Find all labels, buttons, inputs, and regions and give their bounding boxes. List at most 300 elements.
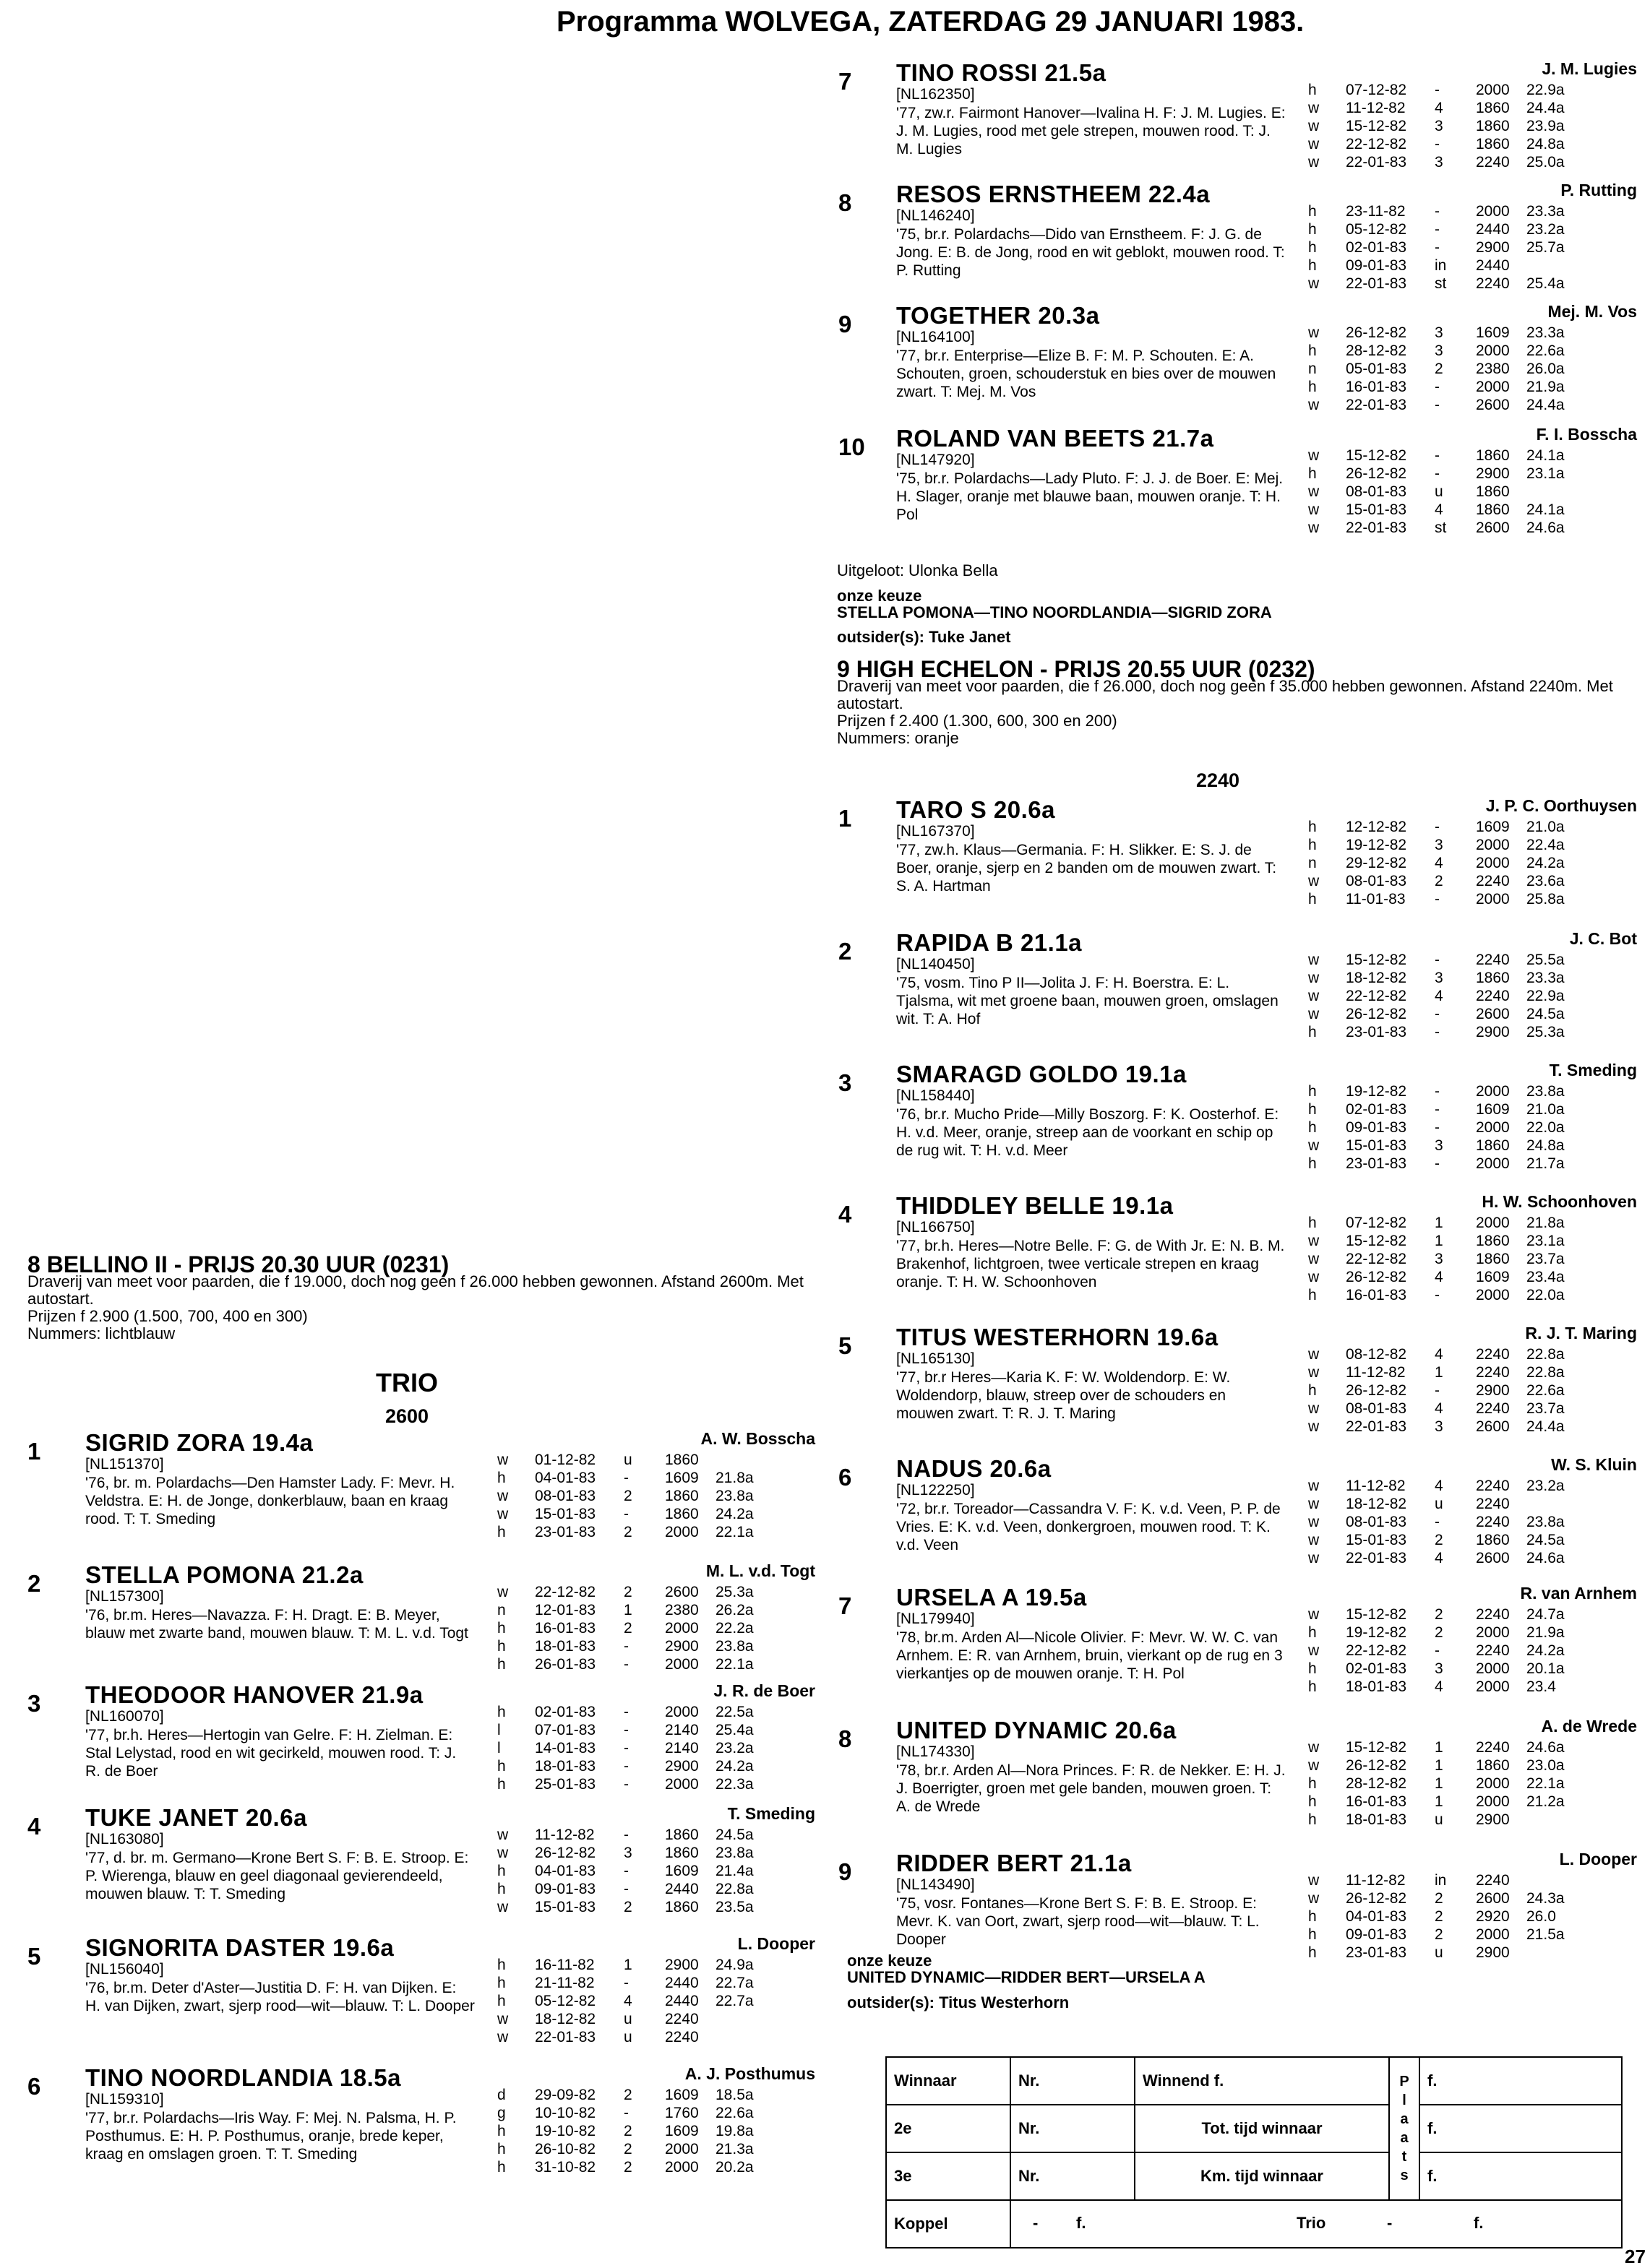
run-track: w <box>1308 1739 1320 1756</box>
run-time: 22.6a <box>1526 1382 1565 1399</box>
run-place: u <box>624 2011 632 2027</box>
horse-number: 6 <box>27 2073 41 2100</box>
run-track: w <box>1308 988 1320 1004</box>
run-place: - <box>1435 465 1440 482</box>
run-time: 23.5a <box>716 1899 754 1915</box>
run-date: 11-12-82 <box>535 1827 595 1843</box>
run-place: 2 <box>1435 873 1443 889</box>
run-date: 14-01-83 <box>535 1740 596 1756</box>
run-time: 22.6a <box>1526 342 1565 359</box>
run-track: n <box>497 1602 506 1618</box>
run-track: h <box>1308 1811 1317 1828</box>
race-9-conditions: Draverij van meet voor paarden, die f 26.000, doch nog geen f 35.000 hebben gewonnen. Afstand 2240m. Met autostart. <box>837 677 1613 712</box>
run-distance: 2900 <box>665 1638 699 1655</box>
horse-registration: [NL156040] <box>85 1961 164 1978</box>
run-track: h <box>497 1993 506 2009</box>
run-place: u <box>1435 483 1443 500</box>
run-time: 24.5a <box>1526 1532 1565 1548</box>
run-time: 23.4 <box>1526 1678 1556 1695</box>
run-place: 1 <box>1435 1775 1443 1792</box>
run-date: 25-01-83 <box>535 1776 596 1793</box>
horse-entry <box>838 1455 1637 1584</box>
run-track: h <box>1308 203 1317 220</box>
run-date: 15-01-83 <box>1346 1137 1407 1154</box>
horse-name: TUKE JANET 20.6a <box>85 1804 307 1831</box>
horse-entry <box>838 1850 1637 1980</box>
run-place: - <box>624 1863 629 1879</box>
horse-registration: [NL140450] <box>896 956 975 973</box>
horse-number: 1 <box>838 805 852 832</box>
run-track: h <box>497 1704 506 1720</box>
run-date: 28-12-82 <box>1346 342 1407 359</box>
run-place: 2 <box>1435 1532 1443 1548</box>
run-track: w <box>1308 1364 1320 1381</box>
run-time: 20.1a <box>1526 1660 1565 1677</box>
run-distance: 2000 <box>665 1524 699 1540</box>
horse-driver: W. S. Kluin <box>1551 1455 1637 1474</box>
run-track: h <box>1308 82 1317 98</box>
run-time: 22.6a <box>716 2105 754 2121</box>
run-date: 29-12-82 <box>1346 855 1407 871</box>
run-track: w <box>1308 1478 1320 1494</box>
run-time: 21.0a <box>1526 819 1565 835</box>
run-distance: 2900 <box>1476 1811 1510 1828</box>
run-distance: 1860 <box>1476 1532 1510 1548</box>
run-time: 22.2a <box>716 1620 754 1637</box>
horse-description: '77, br.r. Enterprise—Elize B. F: M. P. Schouten. E: A. Schouten, groen, schouderstuk en bies over de mouwen zwart. T: Mej. M. Vos <box>896 348 1276 400</box>
run-distance: 2000 <box>1476 1287 1510 1303</box>
run-date: 19-12-82 <box>1346 1083 1407 1100</box>
run-place: 3 <box>1435 1418 1443 1435</box>
run-time: 24.6a <box>1526 519 1565 536</box>
run-place: - <box>1435 891 1440 907</box>
run-time: 21.3a <box>716 2141 754 2157</box>
horse-entry <box>838 796 1637 929</box>
horse-description: '77, zw.h. Klaus—Germania. F: H. Slikker. E: S. J. de Boer, oranje, sjerp en 2 banden om de mouwen zwart. T: S. A. Hartman <box>896 842 1277 894</box>
run-time: 22.1a <box>1526 1775 1565 1792</box>
run-place: 2 <box>624 2087 632 2103</box>
run-date: 12-12-82 <box>1346 819 1407 835</box>
run-distance: 2000 <box>1476 1215 1510 1231</box>
run-track: w <box>1308 501 1320 518</box>
run-distance: 2240 <box>1476 1872 1510 1889</box>
run-place: 3 <box>1435 1251 1443 1267</box>
form-3e: 3e <box>886 2152 1010 2200</box>
run-place: 3 <box>1435 154 1443 171</box>
run-distance: 2600 <box>1476 1418 1510 1435</box>
run-time: 24.4a <box>1526 100 1565 116</box>
run-distance: 2000 <box>1476 855 1510 871</box>
run-time: 25.7a <box>1526 239 1565 256</box>
run-place: - <box>1435 1006 1440 1022</box>
run-time: 24.8a <box>1526 136 1565 152</box>
run-date: 07-12-82 <box>1346 82 1407 98</box>
run-distance: 2900 <box>1476 1382 1510 1399</box>
run-distance: 1860 <box>1476 447 1510 464</box>
run-time: 21.8a <box>1526 1215 1565 1231</box>
run-date: 08-12-82 <box>1346 1346 1407 1363</box>
race-8-title: 8 BELLINO II - PRIJS 20.30 UUR (0231) <box>27 1251 450 1277</box>
run-track: w <box>1308 519 1320 536</box>
run-place: - <box>1435 1642 1440 1659</box>
run-track: h <box>1308 1944 1317 1961</box>
run-time: 19.8a <box>716 2123 754 2139</box>
run-time: 23.8a <box>716 1845 754 1861</box>
run-track: h <box>1308 1083 1317 1100</box>
run-track: h <box>1308 837 1317 853</box>
horse-driver: T. Smeding <box>727 1804 815 1823</box>
run-track: w <box>497 1899 509 1915</box>
horse-registration: [NL162350] <box>896 86 975 103</box>
run-track: h <box>497 1957 506 1973</box>
race-9-distance: 2240 <box>1196 769 1240 791</box>
run-date: 09-01-83 <box>1346 257 1407 274</box>
run-distance: 2000 <box>1476 837 1510 853</box>
run-date: 09-01-83 <box>1346 1119 1407 1136</box>
run-distance: 1860 <box>665 1488 699 1504</box>
horse-number: 4 <box>27 1813 41 1840</box>
run-track: w <box>1308 275 1320 292</box>
horse-driver: H. W. Schoonhoven <box>1482 1192 1637 1211</box>
horse-number: 7 <box>838 68 852 95</box>
horse-driver: A. J. Posthumus <box>684 2064 815 2083</box>
run-date: 04-01-83 <box>1346 1908 1407 1925</box>
race-8-numbers: Nummers: lichtblauw <box>27 1324 176 1342</box>
run-track: h <box>1308 1287 1317 1303</box>
run-distance: 1860 <box>665 1506 699 1522</box>
run-track: w <box>1308 118 1320 134</box>
race-9-prizes: Prijzen f 2.400 (1.300, 600, 300 en 200) <box>837 712 1117 730</box>
run-distance: 1860 <box>1476 1757 1510 1774</box>
run-distance: 1860 <box>665 1452 699 1468</box>
run-date: 26-12-82 <box>1346 1269 1407 1285</box>
run-track: h <box>1308 257 1317 274</box>
run-date: 22-01-83 <box>1346 275 1407 292</box>
run-track: w <box>1308 952 1320 968</box>
run-time: 25.0a <box>1526 154 1565 171</box>
run-date: 08-01-83 <box>1346 1514 1407 1530</box>
horse-registration: [NL157300] <box>85 1588 164 1605</box>
run-place: - <box>624 1722 629 1738</box>
run-track: h <box>497 1620 506 1637</box>
run-date: 31-10-82 <box>535 2159 596 2176</box>
run-track: h <box>497 1470 506 1486</box>
run-track: w <box>1308 1550 1320 1566</box>
horse-name: RIDDER BERT 21.1a <box>896 1850 1132 1876</box>
run-distance: 2000 <box>665 1620 699 1637</box>
run-track: w <box>1308 1757 1320 1774</box>
horse-registration: [NL122250] <box>896 1482 975 1499</box>
run-place: in <box>1435 257 1447 274</box>
run-distance: 2000 <box>665 1704 699 1720</box>
run-place: 4 <box>1435 1269 1443 1285</box>
run-time: 26.2a <box>716 1602 754 1618</box>
horse-number: 9 <box>838 311 852 337</box>
run-date: 09-01-83 <box>1346 1926 1407 1943</box>
run-track: w <box>1308 1872 1320 1889</box>
run-time: 25.3a <box>1526 1024 1565 1040</box>
run-distance: 2900 <box>665 1758 699 1775</box>
run-distance: 1860 <box>1476 100 1510 116</box>
run-place: - <box>1435 82 1440 98</box>
run-date: 16-01-83 <box>1346 1287 1407 1303</box>
run-date: 19-12-82 <box>1346 837 1407 853</box>
form-koppel: Koppel <box>886 2200 1010 2248</box>
run-time: 23.1a <box>1526 1233 1565 1249</box>
run-time: 20.2a <box>716 2159 754 2176</box>
run-place: - <box>1435 1287 1440 1303</box>
horse-name: TINO ROSSI 21.5a <box>896 59 1107 86</box>
run-track: w <box>1308 1251 1320 1267</box>
run-distance: 1860 <box>1476 501 1510 518</box>
run-place: - <box>1435 819 1440 835</box>
run-time: 24.4a <box>1526 1418 1565 1435</box>
run-track: w <box>1308 483 1320 500</box>
run-date: 18-01-83 <box>535 1638 596 1655</box>
run-date: 02-01-83 <box>535 1704 596 1720</box>
run-track: w <box>1308 1514 1320 1530</box>
run-track: w <box>497 1584 509 1600</box>
horse-number: 2 <box>838 938 852 965</box>
run-track: w <box>1308 1233 1320 1249</box>
horse-registration: [NL165130] <box>896 1350 975 1367</box>
run-time: 21.9a <box>1526 1624 1565 1641</box>
run-place: - <box>1435 397 1440 413</box>
run-distance: 1609 <box>1476 1101 1510 1118</box>
run-time: 23.9a <box>1526 118 1565 134</box>
horse-name: RAPIDA B 21.1a <box>896 929 1083 956</box>
run-place: - <box>624 1704 629 1720</box>
run-track: h <box>1308 1101 1317 1118</box>
run-place: u <box>624 2029 632 2045</box>
run-date: 26-01-83 <box>535 1656 596 1673</box>
form-f-2: f. <box>1419 2105 1622 2152</box>
run-place: - <box>624 1975 629 1991</box>
horse-number: 5 <box>27 1943 41 1970</box>
run-distance: 2440 <box>1476 221 1510 238</box>
run-place: - <box>624 1881 629 1897</box>
run-distance: 2240 <box>1476 952 1510 968</box>
run-date: 08-01-83 <box>1346 1400 1407 1417</box>
run-date: 16-01-83 <box>535 1620 596 1637</box>
horse-name: TITUS WESTERHORN 19.6a <box>896 1324 1219 1350</box>
run-distance: 1609 <box>665 1470 699 1486</box>
horse-driver: Mej. M. Vos <box>1547 302 1637 321</box>
run-distance: 2000 <box>1476 1926 1510 1943</box>
run-time: 22.8a <box>1526 1364 1565 1381</box>
run-date: 02-01-83 <box>1346 1101 1407 1118</box>
run-track: h <box>1308 1382 1317 1399</box>
run-track: w <box>1308 1418 1320 1435</box>
run-track: h <box>497 1863 506 1879</box>
run-time: 25.5a <box>1526 952 1565 968</box>
run-track: w <box>1308 100 1320 116</box>
run-distance: 1860 <box>665 1899 699 1915</box>
run-place: 4 <box>1435 1400 1443 1417</box>
run-date: 16-01-83 <box>1346 1793 1407 1810</box>
horse-name: SIGRID ZORA 19.4a <box>85 1429 314 1456</box>
run-place: - <box>1435 379 1440 395</box>
run-time: 23.2a <box>1526 1478 1565 1494</box>
run-place: 4 <box>1435 100 1443 116</box>
run-place: - <box>624 1656 629 1673</box>
horse-driver: R. van Arnhem <box>1520 1584 1637 1603</box>
run-time: 22.5a <box>716 1704 754 1720</box>
run-place: in <box>1435 1872 1447 1889</box>
run-distance: 1860 <box>665 1827 699 1843</box>
run-distance: 2000 <box>1476 1624 1510 1641</box>
run-place: 4 <box>1435 1550 1443 1566</box>
run-date: 22-12-82 <box>535 1584 596 1600</box>
run-place: - <box>624 1776 629 1793</box>
horse-entry <box>838 1324 1637 1455</box>
run-distance: 2000 <box>1476 1660 1510 1677</box>
run-place: 3 <box>1435 342 1443 359</box>
run-track: h <box>1308 1908 1317 1925</box>
form-tot-tijd: Tot. tijd winnaar <box>1135 2105 1389 2152</box>
run-date: 15-12-82 <box>1346 1606 1407 1623</box>
run-date: 18-12-82 <box>535 2011 596 2027</box>
horse-description: '77, br.h. Heres—Hertogin van Gelre. F: H. Zielman. E: Stal Lelystad, rood en wit gecirkeld, mouwen rood. T: J. R. de Boer <box>85 1727 457 1780</box>
run-track: h <box>497 1656 506 1673</box>
run-place: 2 <box>1435 1926 1443 1943</box>
run-track: w <box>497 1452 509 1468</box>
run-time: 24.4a <box>1526 397 1565 413</box>
run-track: w <box>1308 447 1320 464</box>
form-plaats: P l a a t s <box>1389 2057 1419 2200</box>
horse-driver: T. Smeding <box>1549 1061 1637 1079</box>
run-track: h <box>497 2123 506 2139</box>
run-distance: 2240 <box>665 2011 699 2027</box>
horse-driver: A. de Wrede <box>1541 1717 1637 1736</box>
horse-name: THEODOOR HANOVER 21.9a <box>85 1681 424 1708</box>
run-date: 08-01-83 <box>535 1488 596 1504</box>
run-place: 2 <box>1435 1624 1443 1641</box>
horse-name: NADUS 20.6a <box>896 1455 1052 1482</box>
form-nr-3: Nr. <box>1010 2152 1135 2200</box>
onze-keuze-label: onze keuze <box>837 587 922 605</box>
horse-description: '75, br.r. Polardachs—Dido van Ernstheem. F: J. G. de Jong. E: B. de Jong, rood en wit geblokt, mouwen rood. T: P. Rutting <box>896 226 1285 279</box>
run-time: 24.7a <box>1526 1606 1565 1623</box>
run-track: h <box>497 2159 506 2176</box>
run-date: 12-01-83 <box>535 1602 596 1618</box>
blank-area <box>0 69 809 1239</box>
run-date: 15-01-83 <box>1346 1532 1407 1548</box>
onze-keuze-label-9: onze keuze <box>847 1952 932 1970</box>
run-track: h <box>1308 1624 1317 1641</box>
run-track: w <box>1308 136 1320 152</box>
race-8-conditions: Draverij van meet voor paarden, die f 19.000, doch nog geen f 26.000 hebben gewonnen. Afstand 2600m. Met autostart. <box>27 1272 804 1308</box>
run-distance: 1860 <box>1476 118 1510 134</box>
run-track: w <box>497 1845 509 1861</box>
run-track: h <box>497 1758 506 1775</box>
form-f-5: f. <box>1474 2214 1484 2232</box>
run-distance: 2380 <box>665 1602 699 1618</box>
run-distance: 2900 <box>1476 239 1510 256</box>
run-date: 18-12-82 <box>1346 1496 1407 1512</box>
run-track: h <box>1308 819 1317 835</box>
run-track: h <box>1308 342 1317 359</box>
run-distance: 2600 <box>665 1584 699 1600</box>
horse-driver: R. J. T. Maring <box>1525 1324 1637 1342</box>
run-date: 02-01-83 <box>1346 1660 1407 1677</box>
run-place: - <box>624 1470 629 1486</box>
run-track: h <box>497 1524 506 1540</box>
horse-registration: [NL167370] <box>896 823 975 840</box>
run-distance: 1860 <box>1476 1251 1510 1267</box>
run-distance: 2140 <box>665 1740 699 1756</box>
run-place: - <box>1435 239 1440 256</box>
horse-number: 1 <box>27 1438 41 1465</box>
run-distance: 1609 <box>1476 819 1510 835</box>
horse-entry <box>838 1584 1637 1717</box>
run-distance: 2240 <box>1476 1739 1510 1756</box>
run-date: 07-01-83 <box>535 1722 596 1738</box>
run-date: 15-12-82 <box>1346 1739 1407 1756</box>
form-nr-2: Nr. <box>1010 2105 1135 2152</box>
run-date: 26-12-82 <box>1346 1382 1407 1399</box>
run-distance: 2000 <box>1476 1083 1510 1100</box>
horse-name: ROLAND VAN BEETS 21.7a <box>896 425 1214 452</box>
form-winnend: Winnend f. <box>1135 2057 1389 2105</box>
horse-driver: F. I. Bosscha <box>1536 425 1637 444</box>
run-track: w <box>497 1506 509 1522</box>
horse-entry <box>27 1804 815 1934</box>
run-place: 1 <box>1435 1233 1443 1249</box>
run-date: 18-01-83 <box>1346 1811 1407 1828</box>
horse-description: '76, br. m. Polardachs—Den Hamster Lady. F: Mevr. H. Veldstra. E: H. de Jonge, donkerblauw, baan en kraag rood. T: T. Smeding <box>85 1475 455 1527</box>
run-place: 3 <box>1435 1137 1443 1154</box>
form-dash-2: - <box>1387 2214 1393 2232</box>
horse-description: '78, br.m. Arden Al—Nicole Olivier. F: Mevr. W. W. C. van Arnhem. E: R. van Arnhem, bruin, vierkant op de rug en 3 vierkantjes op de mouwen oranje. T: H. Pol <box>896 1629 1283 1682</box>
run-date: 22-01-83 <box>535 2029 596 2045</box>
run-distance: 2920 <box>1476 1908 1510 1925</box>
run-track: h <box>1308 1926 1317 1943</box>
run-distance: 2000 <box>1476 379 1510 395</box>
horse-registration: [NL147920] <box>896 452 975 468</box>
run-time: 23.7a <box>1526 1400 1565 1417</box>
run-date: 07-12-82 <box>1346 1215 1407 1231</box>
horse-name: THIDDLEY BELLE 19.1a <box>896 1192 1174 1219</box>
run-place: u <box>1435 1811 1443 1828</box>
run-distance: 1860 <box>1476 136 1510 152</box>
run-place: - <box>1435 221 1440 238</box>
run-time: 22.1a <box>716 1656 754 1673</box>
column-race-8 <box>27 1429 815 2194</box>
run-date: 10-10-82 <box>535 2105 596 2121</box>
horse-number: 6 <box>838 1464 852 1491</box>
horse-registration: [NL151370] <box>85 1456 164 1473</box>
run-distance: 2600 <box>1476 397 1510 413</box>
form-bottom-row <box>1010 2200 1622 2248</box>
run-place: 1 <box>1435 1793 1443 1810</box>
run-time: 23.6a <box>1526 873 1565 889</box>
horse-description: '77, br.r. Polardachs—Iris Way. F: Mej. N. Palsma, H. P. Posthumus. E: H. P. Posthumus, oranje, brede keper, kraag en omslagen groen. T: T. Smeding <box>85 2110 457 2163</box>
run-date: 23-01-83 <box>1346 1024 1407 1040</box>
run-date: 04-01-83 <box>535 1863 596 1879</box>
run-place: - <box>1435 1155 1440 1172</box>
run-track: h <box>1308 1678 1317 1695</box>
run-place: 4 <box>1435 1478 1443 1494</box>
run-distance: 2900 <box>665 1957 699 1973</box>
run-time: 23.3a <box>1526 203 1565 220</box>
run-track: w <box>1308 1006 1320 1022</box>
run-distance: 2240 <box>1476 1400 1510 1417</box>
horse-number: 3 <box>27 1690 41 1717</box>
run-time: 21.8a <box>716 1470 754 1486</box>
horse-entry <box>838 929 1637 1061</box>
run-track: l <box>497 1740 501 1756</box>
